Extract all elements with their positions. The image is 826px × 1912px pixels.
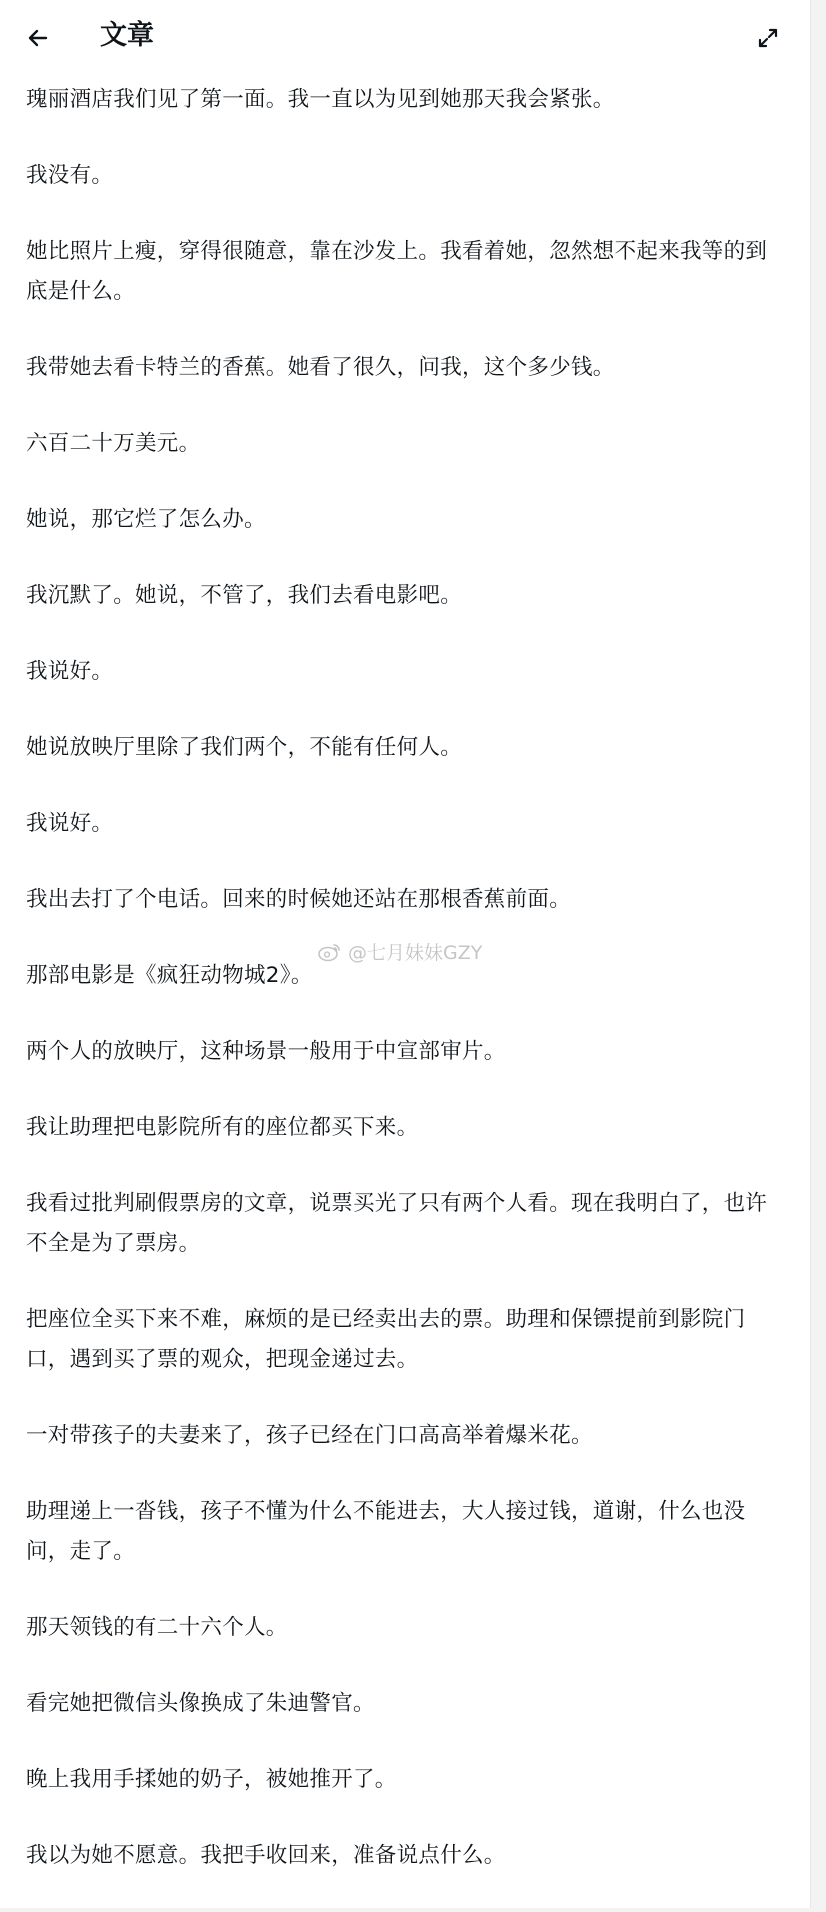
back-button[interactable] bbox=[18, 18, 58, 58]
article-paragraph: 看完她把微信头像换成了朱迪警官。 bbox=[26, 1691, 375, 1716]
top-bar bbox=[0, 0, 810, 74]
article-paragraph: 我出去打了个电话。回来的时候她还站在那根香蕉前面。 bbox=[26, 887, 572, 912]
article-paragraph: 我带她去看卡特兰的香蕉。她看了很久，问我，这个多少钱。 bbox=[26, 355, 615, 380]
arrow-left-icon bbox=[26, 26, 50, 50]
article-body bbox=[26, 80, 786, 1912]
weibo-logo-icon bbox=[318, 942, 342, 962]
article-paragraph: 瑰丽酒店我们见了第一面。我一直以为见到她那天我会紧张。 bbox=[26, 87, 615, 112]
watermark-text: @七月妹妹GZY bbox=[348, 942, 483, 964]
article-paragraph: 一对带孩子的夫妻来了，孩子已经在门口高高举着爆米花。 bbox=[26, 1423, 593, 1448]
expand-icon bbox=[756, 26, 780, 50]
article-paragraph: 晚上我用手揉她的奶子，被她推开了。 bbox=[26, 1767, 397, 1792]
article-paragraph: 我以为她不愿意。我把手收回来，准备说点什么。 bbox=[26, 1843, 506, 1868]
article-paragraph: 我说好。 bbox=[26, 811, 114, 836]
article-paragraph: 我让助理把电影院所有的座位都买下来。 bbox=[26, 1115, 419, 1140]
article-paragraph: 她比照片上瘦，穿得很随意，靠在沙发上。我看着她，忽然想不起来我等的到底是什么。 bbox=[26, 239, 768, 304]
article-paragraph: 她说放映厅里除了我们两个，不能有任何人。 bbox=[26, 735, 463, 760]
article-paragraph: 那天领钱的有二十六个人。 bbox=[26, 1615, 288, 1640]
article-paragraph: 助理递上一沓钱，孩子不懂为什么不能进去，大人接过钱，道谢，什么也没问，走了。 bbox=[26, 1499, 746, 1564]
page-title: 文章 bbox=[100, 20, 154, 51]
article-paragraph: 我没有。 bbox=[26, 163, 114, 188]
article-paragraph: 我看过批判刷假票房的文章，说票买光了只有两个人看。现在我明白了，也许不全是为了票房。 bbox=[26, 1191, 768, 1256]
article-paragraph: 她说，那它烂了怎么办。 bbox=[26, 507, 266, 532]
article-paragraph: 把座位全买下来不难，麻烦的是已经卖出去的票。助理和保镖提前到影院门口，遇到买了票的观众，把现金递过去。 bbox=[26, 1307, 746, 1372]
article-paragraph: 我沉默了。她说，不管了，我们去看电影吧。 bbox=[26, 583, 463, 608]
article-paragraph: 那部电影是《疯狂动物城2》。 bbox=[26, 963, 313, 988]
article-paragraph: 六百二十万美元。 bbox=[26, 431, 201, 456]
article-paragraph: 我说好。 bbox=[26, 659, 114, 684]
watermark bbox=[318, 938, 482, 965]
article-paragraph: 两个人的放映厅，这种场景一般用于中宣部审片。 bbox=[26, 1039, 506, 1064]
expand-button[interactable] bbox=[748, 18, 788, 58]
